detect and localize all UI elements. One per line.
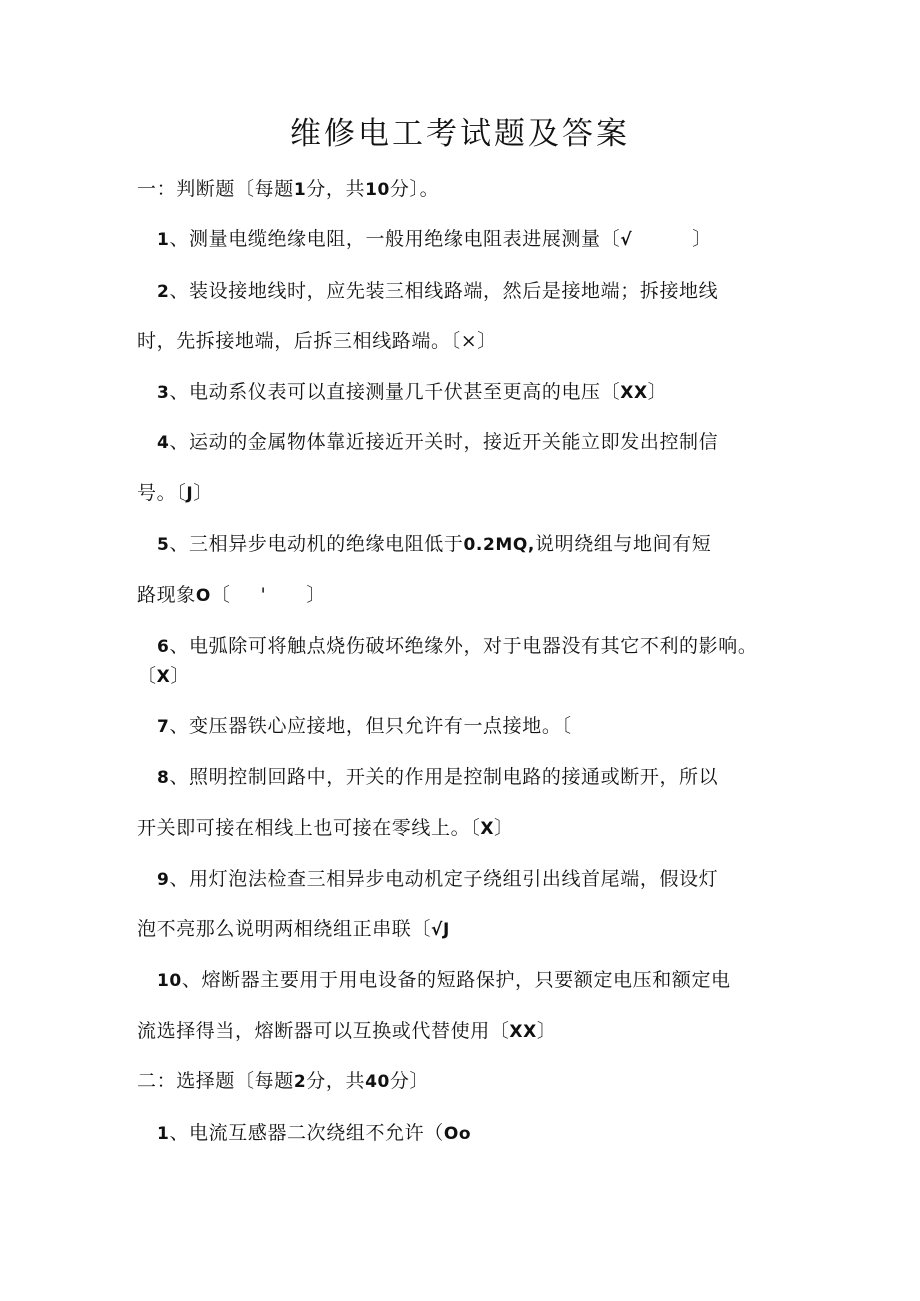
answer-close-bracket: 〕 [494, 817, 514, 839]
question-text: 、用灯泡法检查三相异步电动机定子绕组引出线首尾端，假设灯 [169, 868, 719, 890]
section-1-points-each: 1 [293, 180, 307, 200]
question-text: 、装设接地线时，应先装三相线路端，然后是接地端；拆接地线 [169, 280, 719, 302]
answer-mark: √J [431, 920, 450, 940]
question-5-line-2 [137, 580, 326, 611]
question-number: 5 [157, 535, 170, 555]
section-2-label-mid: 分，共 [306, 1070, 366, 1092]
choice-question-1 [157, 1118, 471, 1149]
question-text-cont: 泡不亮那么说明两相绕组正串联〔 [137, 918, 432, 940]
stray-mark: O [195, 586, 211, 606]
question-6-line-2 [137, 661, 190, 692]
answer-close-bracket: 〕 [692, 228, 712, 250]
section-2-label: 二：选择题〔每题 [137, 1070, 294, 1092]
question-text: 、运动的金属物体靠近接近开关时，接近开关能立即发出控制信 [169, 431, 719, 453]
question-text-cont: 流选择得当，熔断器可以互换或代替使用〔 [137, 1020, 510, 1042]
question-text: 、测量电缆绝缘电阻，一般用绝缘电阻表进展测量〔 [169, 228, 621, 250]
question-6-line-1 [157, 631, 757, 662]
question-number: 8 [157, 768, 170, 788]
question-number: 1 [157, 1124, 170, 1144]
answer-close-bracket: 〕 [193, 482, 213, 504]
section-1-label: 一：判断题〔每题 [137, 178, 294, 200]
answer-close-bracket: 〕 [306, 584, 326, 606]
answer-close-bracket: 〕 [647, 381, 668, 403]
answer-mark: XX [509, 1022, 537, 1042]
answer-open-bracket: 〔 [210, 584, 231, 606]
question-number: 9 [157, 870, 170, 890]
question-9-line-2 [137, 914, 450, 945]
question-text: 、电流互感器二次绕组不允许（ [169, 1122, 444, 1144]
answer-mark: XX [620, 383, 648, 403]
answer-close-bracket: 〕 [170, 665, 190, 687]
question-text: 、变压器铁心应接地，但只允许有一点接地。〔 [169, 715, 572, 737]
question-text-cont: 开关即可接在相线上也可接在零线上。〔 [137, 817, 481, 839]
section-1-heading [137, 174, 439, 205]
resistance-value: 0.2MQ, [463, 535, 535, 555]
question-number: 3 [157, 383, 170, 403]
question-text-cont: 号。〔 [137, 482, 187, 504]
section-1-label-end: 分〕。 [389, 178, 440, 200]
section-2-heading [137, 1066, 429, 1097]
question-2-line-2 [137, 326, 497, 356]
answer-mark: × [460, 330, 478, 352]
answer-close-bracket: 〕 [477, 330, 497, 352]
section-1-label-mid: 分，共 [306, 178, 366, 200]
question-number: 10 [157, 971, 182, 991]
answer-mark: X [156, 667, 171, 687]
question-1 [157, 224, 712, 255]
question-3 [157, 377, 667, 408]
answer-mark: J [186, 484, 194, 504]
question-7 [157, 711, 572, 742]
question-text-cont: 路现象 [137, 584, 196, 606]
answer-open-bracket: 〔 [137, 665, 157, 687]
section-2-points-each: 2 [293, 1072, 307, 1092]
question-text: 、三相异步电动机的绝缘电阻低于 [169, 533, 464, 555]
answer-mark: X [480, 819, 495, 839]
question-text: 、照明控制回路中，开关的作用是控制电路的接通或断开，所以 [169, 766, 719, 788]
question-10-line-1 [157, 965, 731, 996]
question-9-line-1 [157, 864, 718, 895]
question-text: 、电弧除可将触点烧伤破坏绝缘外，对于电器没有其它不利的影响。 [169, 635, 758, 657]
question-number: 4 [157, 433, 170, 453]
question-4-line-2 [137, 478, 213, 509]
question-text: 、电动系仪表可以直接测量几千伏甚至更高的电压〔 [169, 381, 621, 403]
question-number: 6 [157, 637, 170, 657]
question-8-line-2 [137, 813, 514, 844]
question-number: 2 [157, 282, 170, 302]
question-text-cont: 时，先拆接地端，后拆三相线路端。〔 [137, 330, 461, 352]
answer-close-bracket: 〕 [536, 1020, 557, 1042]
question-10-line-2 [137, 1016, 556, 1047]
section-2-label-end: 分〕 [389, 1070, 430, 1092]
answer-mark: √ [620, 230, 633, 250]
answer-mark: ' [260, 584, 267, 606]
question-number: 7 [157, 717, 170, 737]
section-2-points-total: 40 [365, 1072, 390, 1092]
question-2-line-1 [157, 276, 718, 307]
question-text-end: 说明绕组与地间有短 [535, 533, 712, 555]
answer-mark: Oo [443, 1124, 472, 1144]
question-8-line-1 [157, 762, 718, 793]
question-5-line-1 [157, 529, 711, 560]
question-number: 1 [157, 230, 170, 250]
document-title: 维修电工考试题及答案 [290, 116, 630, 152]
question-text: 、熔断器主要用于用电设备的短路保护，只要额定电压和额定电 [181, 969, 731, 991]
section-1-points-total: 10 [365, 180, 390, 200]
question-4-line-1 [157, 427, 718, 458]
